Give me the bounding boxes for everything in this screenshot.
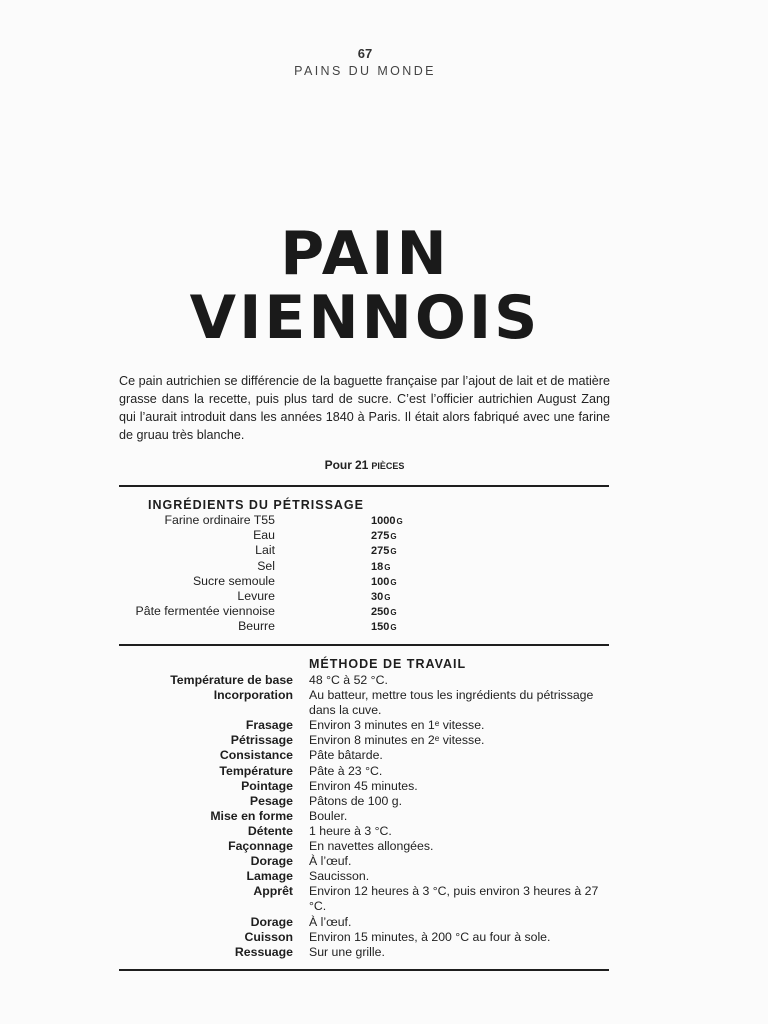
ingredient-quantity (371, 621, 397, 633)
ingredient-row (119, 574, 419, 589)
method-step (119, 764, 609, 779)
method-step-text: Bouler. (309, 808, 348, 823)
ingredient-unit: G (384, 562, 391, 572)
method-step-label: Mise en forme (210, 808, 293, 823)
ingredient-row (119, 619, 419, 634)
ingredient-row (119, 589, 419, 604)
method-step-label: Pesage (249, 793, 293, 808)
method-step-text: Au batteur, mettre tous les ingrédients du pétrissage dans la cuve. (309, 688, 594, 718)
ingredient-amount: 100 (371, 575, 390, 588)
method-step-label: Pointage (241, 778, 293, 793)
method-step (119, 884, 609, 914)
method-step-text: Pâtons de 100 g. (309, 793, 402, 808)
method-step-text: À l’œuf. (309, 854, 352, 869)
method-step-label: Consistance (219, 748, 293, 763)
section-title: PAINS DU MONDE (294, 64, 436, 78)
method-step (119, 854, 609, 869)
method-step-text: Saucisson. (309, 869, 370, 884)
ingredient-quantity (371, 606, 397, 618)
yield-prefix: Pour (324, 458, 352, 472)
ingredients-list (119, 513, 419, 635)
method-step-text: Environ 45 minutes. (309, 778, 418, 793)
method-step-label: Pétrissage (230, 733, 293, 748)
method-step-text: 48 °C à 52 °C. (309, 673, 388, 687)
ingredient-name: Lait (255, 543, 275, 558)
intro-paragraph: Ce pain autrichien se différencie de la baguette française par l’ajout de lait et de matière grasse dans la recette, puis plus tard de sucre. C’est l’officier autrichien August Zang qui l’aurait introduit dans les années 1840 à Paris. Il était alors fabriqué avec une farine de gruau très blanche. (119, 374, 610, 442)
method-step-text: Environ 12 heures à 3 °C, puis environ 3 heures à 27 °C. (309, 884, 599, 914)
method-step-label: Apprêt (253, 884, 293, 899)
ingredient-amount: 250 (371, 606, 390, 619)
ingredient-name: Pâte fermentée viennoise (135, 604, 275, 619)
ingredient-amount: 18 (371, 560, 384, 573)
ingredient-name: Eau (253, 528, 275, 543)
page-number: 67 (357, 46, 373, 61)
divider-bottom (119, 969, 609, 971)
ingredient-amount: 1000 (371, 515, 396, 527)
ingredient-quantity (371, 591, 390, 603)
ingredient-unit: G (390, 623, 397, 633)
ingredient-unit: G (390, 608, 397, 618)
ingredient-quantity (371, 561, 390, 573)
method-step (119, 748, 609, 763)
recipe-title-line-2: VIENNOIS (189, 283, 541, 353)
method-step-label: Détente (247, 823, 293, 838)
method-step-text: Sur une grille. (309, 944, 385, 959)
ingredient-amount: 275 (371, 545, 390, 558)
ingredient-name: Beurre (238, 619, 275, 634)
ingredient-quantity (371, 530, 397, 542)
ingredient-row (119, 528, 419, 543)
method-step-text: Environ 15 minutes, à 200 °C au four à sole. (309, 929, 551, 944)
method-step (119, 945, 609, 960)
method-step (119, 673, 609, 688)
method-step-text: À l’œuf. (309, 914, 352, 929)
method-step-text: Environ 8 minutes en 2ᵉ vitesse. (309, 733, 485, 748)
method-heading: MÉTHODE DE TRAVAIL (309, 657, 467, 671)
ingredient-row (119, 604, 419, 619)
method-step (119, 930, 609, 945)
yield-suffix: PIÈCES (371, 461, 405, 471)
method-step (119, 718, 609, 733)
method-step-text: 1 heure à 3 °C. (309, 823, 392, 838)
recipe-title-line-1: PAIN (280, 219, 450, 289)
method-step-label: Ressuage (234, 944, 293, 959)
method-step-label: Cuisson (244, 929, 293, 944)
method-step-label: Lamage (246, 869, 293, 884)
method-step (119, 824, 609, 839)
method-list (119, 673, 609, 960)
method-step-label: Dorage (250, 854, 293, 869)
method-step-label: Dorage (250, 914, 293, 929)
ingredient-row (119, 513, 419, 528)
ingredient-unit: G (390, 532, 397, 542)
ingredient-amount: 150 (371, 621, 390, 634)
ingredient-name: Levure (237, 588, 275, 603)
ingredient-unit: G (384, 592, 391, 602)
ingredient-amount: 275 (371, 530, 390, 543)
method-step (119, 809, 609, 824)
method-step (119, 779, 609, 794)
ingredient-unit: G (390, 547, 397, 557)
method-step-text: Environ 3 minutes en 1ᵉ vitesse. (309, 718, 485, 733)
method-step-label: Façonnage (228, 839, 293, 854)
method-step (119, 915, 609, 930)
ingredients-heading: INGRÉDIENTS DU PÉTRISSAGE (148, 498, 364, 512)
ingredient-row (119, 559, 419, 574)
method-step (119, 733, 609, 748)
method-step-label: Frasage (245, 718, 293, 733)
yield-line (119, 458, 610, 472)
divider-middle (119, 644, 609, 646)
ingredient-quantity (371, 576, 397, 588)
ingredient-name: Sel (257, 558, 275, 573)
ingredient-unit: G (390, 577, 397, 587)
ingredient-amount: 30 (371, 590, 384, 603)
method-step (119, 839, 609, 854)
ingredient-name: Farine ordinaire T55 (164, 513, 275, 527)
method-step-text: Pâte à 23 °C. (309, 763, 383, 778)
recipe-title (0, 219, 730, 353)
method-step-label: Température de base (170, 673, 293, 687)
ingredient-quantity (371, 515, 403, 527)
method-step (119, 688, 609, 718)
method-step-label: Incorporation (213, 688, 293, 703)
method-step-text: En navettes allongées. (309, 839, 434, 854)
yield-count: 21 (354, 458, 369, 472)
divider-top (119, 485, 609, 487)
method-step (119, 794, 609, 809)
ingredient-name: Sucre semoule (192, 573, 275, 588)
method-step-label: Température (219, 763, 293, 778)
ingredient-row (119, 543, 419, 558)
method-step-text: Pâte bâtarde. (309, 748, 383, 763)
ingredient-unit: G (396, 517, 403, 526)
ingredient-quantity (371, 545, 397, 557)
method-step (119, 869, 609, 884)
